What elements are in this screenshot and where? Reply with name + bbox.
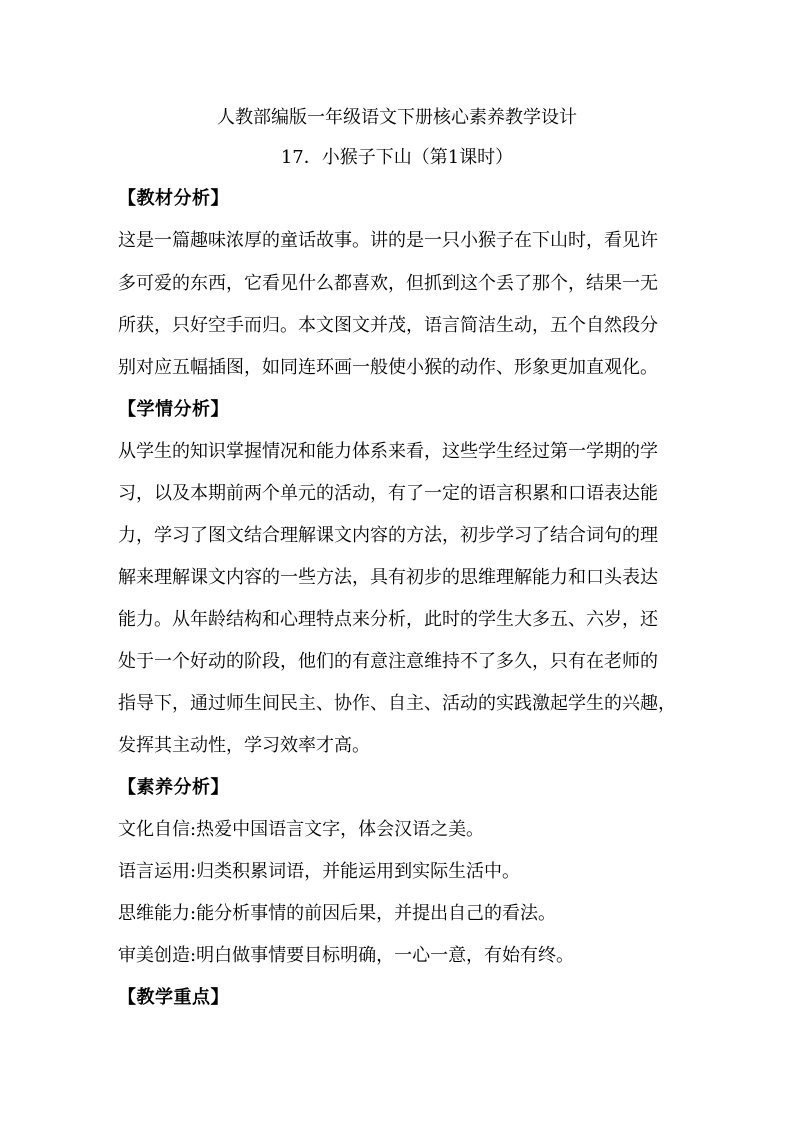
paragraph-line: 多可爱的东西，它看见什么都喜欢，但抓到这个丢了那个，结果一无	[118, 273, 658, 294]
document-title: 人教部编版一年级语文下册核心素养教学设计	[217, 107, 577, 128]
paragraph-line: 所获，只好空手而归。本文图文并茂，语言简洁生动，五个自然段分	[118, 315, 658, 336]
lesson-title: 17．小猴子下山（第1课时）	[280, 147, 514, 168]
section-heading-competency-analysis: 【素养分析】	[118, 777, 229, 798]
paragraph-line: 发挥其主动性，学习效率才高。	[118, 735, 370, 756]
paragraph-line: 别对应五幅插图，如同连环画一般使小猴的动作、形象更加直观化。	[118, 357, 658, 378]
section-heading-textbook-analysis: 【教材分析】	[118, 188, 229, 209]
competency-item-aesthetic-creation: 审美创造:明白做事情要目标明确，一心一意，有始有终。	[118, 945, 575, 966]
paragraph-line: 力，学习了图文结合理解课文内容的方法，初步学习了结合词句的理	[118, 525, 658, 546]
paragraph-line: 从学生的知识掌握情况和能力体系来看，这些学生经过第一学期的学	[118, 441, 658, 462]
paragraph-line: 指导下，通过师生间民主、协作、自主、活动的实践激起学生的兴趣，	[118, 693, 676, 714]
competency-item-language-use: 语言运用:归类积累词语，并能运用到实际生活中。	[118, 861, 521, 882]
paragraph-line: 习，以及本期前两个单元的活动，有了一定的语言积累和口语表达能	[118, 483, 658, 504]
competency-item-cultural-confidence: 文化自信:热爱中国语言文字，体会汉语之美。	[118, 819, 485, 840]
paragraph-line: 这是一篇趣味浓厚的童话故事。讲的是一只小猴子在下山时，看见许	[118, 230, 658, 251]
section-heading-student-analysis: 【学情分析】	[118, 399, 229, 420]
competency-item-thinking-ability: 思维能力:能分析事情的前因后果，并提出自己的看法。	[118, 903, 557, 924]
section-heading-teaching-focus: 【教学重点】	[118, 987, 229, 1008]
paragraph-line: 处于一个好动的阶段，他们的有意注意维持不了多久，只有在老师的	[118, 651, 658, 672]
paragraph-line: 能力。从年龄结构和心理特点来分析，此时的学生大多五、六岁，还	[118, 609, 658, 630]
paragraph-line: 解来理解课文内容的一些方法，具有初步的思维理解能力和口头表达	[118, 567, 658, 588]
